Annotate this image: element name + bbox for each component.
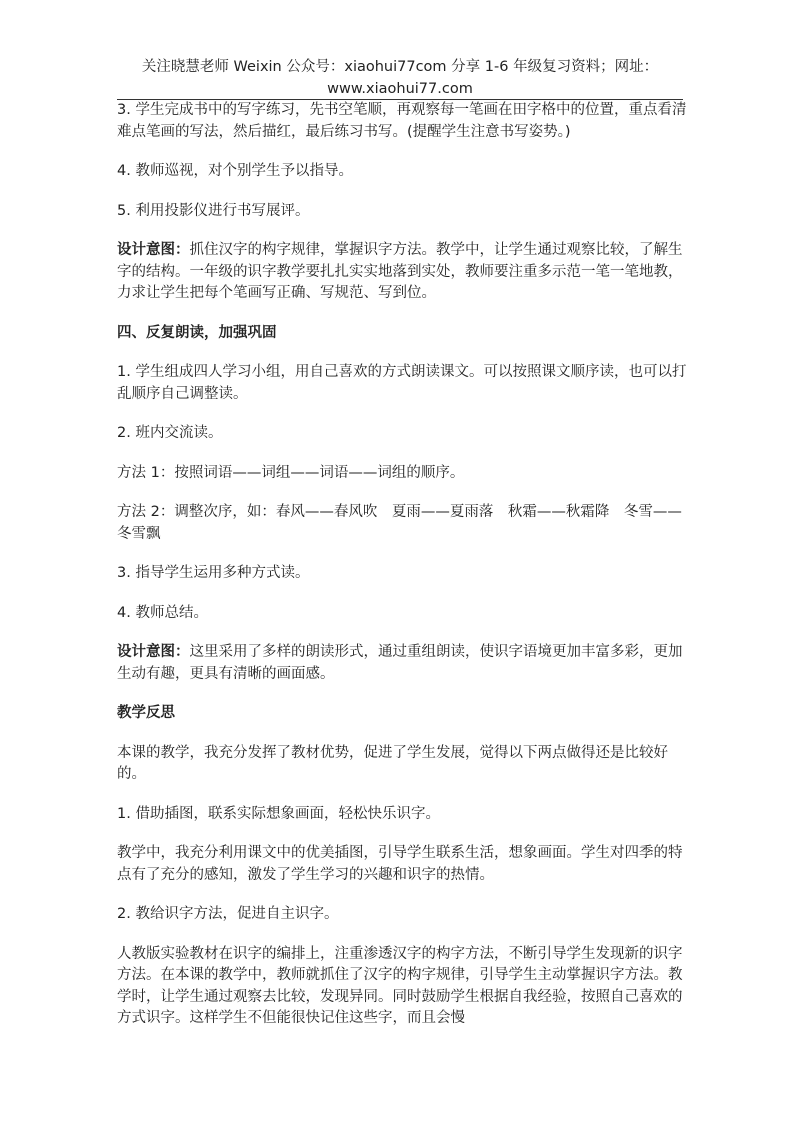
paragraph-step-3: 3. 学生完成书中的写字练习，先书空笔顺，再观察每一笔画在田字格中的位置，重点看清难点笔画的写法，然后描红，最后练习书写。(提醒学生注意书写姿势。) bbox=[117, 102, 687, 140]
paragraph-reading-1: 1. 学生组成四人学习小组，用自己喜欢的方式朗读课文。可以按照课文顺序读，也可以打乱顺序自己调整读。 bbox=[117, 364, 687, 402]
paragraph-step-5: 5. 利用投影仪进行书写展评。 bbox=[117, 202, 310, 219]
paragraph-reflection-intro: 本课的教学，我充分发挥了教材优势，促进了学生发展，觉得以下两点做得还是比较好的。 bbox=[117, 744, 668, 782]
design-intent-1 bbox=[117, 240, 692, 305]
design-intent-label: 设计意图： bbox=[117, 644, 190, 660]
design-intent-text: 抓住汉字的构字规律，掌握识字方法。教学中，让学生通过观察比较，了解生字的结构。一年级的识字教学要扎扎实实地落到实处，教师要注重多示范一笔一笔地教，力求让学生把每个笔画写正确、写规范、写到位。 bbox=[117, 242, 683, 301]
paragraph-method-2: 方法 2：调整次序，如：春风——春风吹 夏雨——夏雨落 秋霜——秋霜降 冬雪——冬雪飘 bbox=[117, 504, 682, 542]
header-line-2: www.xiaohui77.com bbox=[327, 81, 473, 97]
paragraph-reading-2: 2. 班内交流读。 bbox=[117, 425, 223, 441]
paragraph-step-4: 4. 教师巡视，对个别学生予以指导。 bbox=[117, 163, 353, 179]
design-intent-label: 设计意图： bbox=[117, 242, 190, 258]
page-header bbox=[110, 56, 690, 100]
reflection-heading: 教学反思 bbox=[117, 705, 175, 721]
design-intent-text: 这里采用了多样的朗读形式，通过重组朗读，使识字语境更加丰富多彩，更加生动有趣，更具有清晰的画面感。 bbox=[117, 644, 683, 682]
paragraph-reflection-point-1: 1. 借助插图，联系实际想象画面，轻松快乐识字。 bbox=[117, 805, 440, 822]
paragraph-reflection-detail-1: 教学中，我充分利用课文中的优美插图，引导学生联系生活，想象画面。学生对四季的特点有了充分的感知，激发了学生学习的兴趣和识字的热情。 bbox=[117, 845, 683, 883]
paragraph-reflection-point-2: 2. 教给识字方法，促进自主识字。 bbox=[117, 906, 339, 922]
paragraph-reflection-detail-2: 人教版实验教材在识字的编排上，注重渗透汉字的构字方法，不断引导学生发现新的识字方法。在本课的教学中，教师就抓住了汉字的构字规律，引导学生主动掌握识字方法。教学时，让学生通过观察去比较，发现异同。同时鼓励学生根据自我经验，按照自己喜欢的方式识字。这样学生不但能很快记住这些字，而且会慢 bbox=[117, 945, 683, 1026]
paragraph-reading-4: 4. 教师总结。 bbox=[117, 604, 208, 621]
document-body bbox=[117, 100, 692, 1048]
section-heading-4: 四、反复朗读，加强巩固 bbox=[117, 324, 277, 341]
header-line-1: 关注晓慧老师 Weixin 公众号：xiaohui77com 分享 1-6 年级复习资料；网址： bbox=[141, 59, 659, 75]
paragraph-method-1: 方法 1：按照词语——词组——词语——词组的顺序。 bbox=[117, 464, 465, 481]
paragraph-reading-3: 3. 指导学生运用多种方式读。 bbox=[117, 565, 310, 581]
design-intent-2 bbox=[117, 642, 692, 685]
